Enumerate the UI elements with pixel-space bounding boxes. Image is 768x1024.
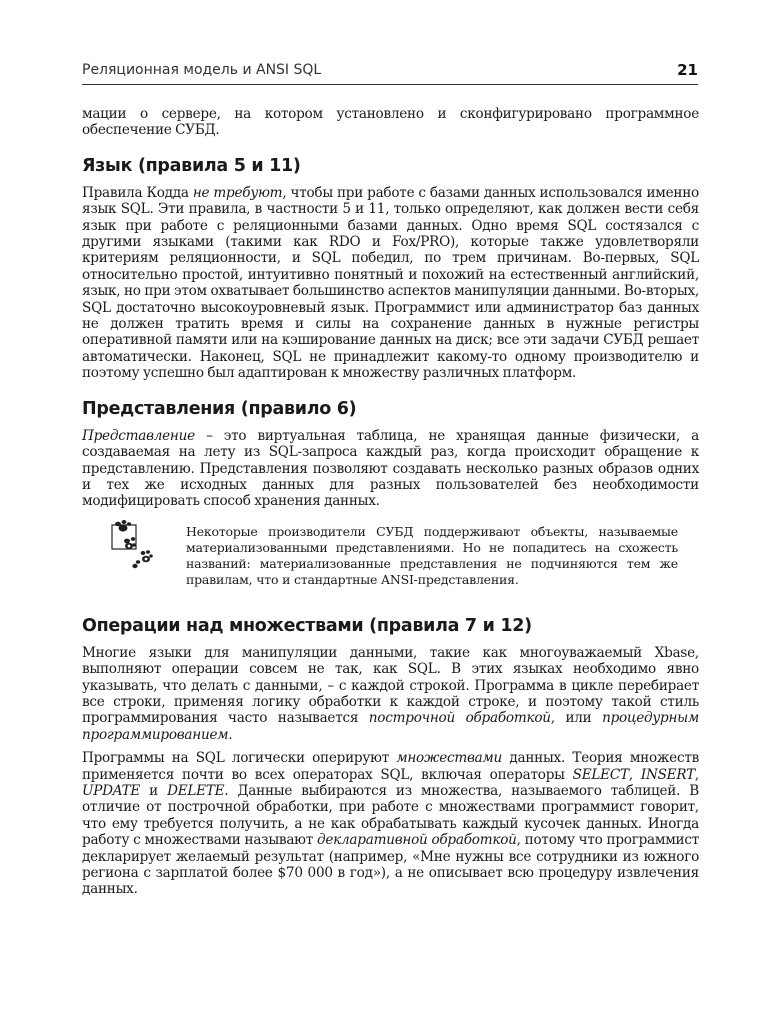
running-header <box>82 62 698 85</box>
section-heading-set-operations: Операции над множествами (правила 7 и 12) <box>82 615 532 636</box>
section-heading-language: Язык (правила 5 и 11) <box>82 155 301 176</box>
paragraph-views: Представление – это виртуальная таблица, не хранящая данные физически, а создаваемая на лету из SQL-запроса каждый раз, когда происходит обращение к представлению. Представления позволяют создавать несколько разных образов одних и тех же исходных данных для разных пользователей без необходимости модифицировать способ хранения данных. <box>82 427 699 510</box>
note-text: Некоторые производители СУБД поддерживают объекты, называемые материализованными представлениями. Но не попадитесь на схожесть названий: материализованные представления не подчиняются тем же правилам, что и стандартные ANSI-представления. <box>186 523 678 587</box>
section-heading-views: Представления (правило 6) <box>82 398 357 419</box>
paragraph-set-operations-1: Многие языки для манипуляции данными, такие как многоуважаемый Xbase, выполняют операции совсем не так, как SQL. В этих языках необходимо явно указывать, что делать с данными, – с каждой строкой. Программа в цикле перебирает все строки, применяя логику обработки к каждой строке, и поэтому такой стиль программирования часто называется построчной обработкой, или процедурным программированием. <box>82 644 699 743</box>
intro-paragraph: мации о сервере, на котором установлено и сконфигурировано программное обеспечение СУБД. <box>82 106 699 139</box>
paragraph-language: Правила Кодда не требуют, чтобы при работе с базами данных использовался именно язык SQL. Эти правила, в частности 5 и 11, только определяют, как должен вести себя язык при работе с реляционными базами данных. Одно время SQL состязался с другими языками (такими как RDO и Fox/PRO), которые также удовлетворяли критериям реляционности, и SQL победил, по трем причинам. Во-первых, SQL относительно простой, интуитивно понятный и похожий на естественный английский, язык, но при этом охватывает большинство аспектов манипуляции данными. Во-вторых, SQL достаточно высокоуровневый язык. Программист или администратор баз данных не должен тратить время и силы на сохранение данных в нужные регистры оперативной памяти или на кэширование данных на диск; все эти задачи СУБД решает автоматически. Наконец, SQL не принадлежит какому-то одному производителю и поэтому успешно был адаптирован к множеству различных платформ. <box>82 184 699 382</box>
paw-print-note-icon <box>108 519 156 569</box>
page-body <box>82 106 699 898</box>
paragraph-set-operations-2: Программы на SQL логически оперируют множествами данных. Теория множеств применяется почти во всех операторах SQL, включая операторы SELECT, INSERT, UPDATE и DELETE. Данные выбираются из множества, называемого таблицей. В отличие от построчной обработки, при работе с множествами программист говорит, что ему требуется получить, а не как обрабатывать каждый кусочек данных. Иногда работу с множествами называют декларативной обработкой, потому что программист декларирует желаемый результат (например, «Мне нужны все сотрудники из южного региона с зарплатой более $70 000 в год»), а не описывает всю процедуру извлечения данных. <box>82 750 700 898</box>
running-header-title: Реляционная модель и ANSI SQL <box>82 62 322 78</box>
note-box <box>82 524 699 594</box>
page-number: 21 <box>677 61 698 79</box>
